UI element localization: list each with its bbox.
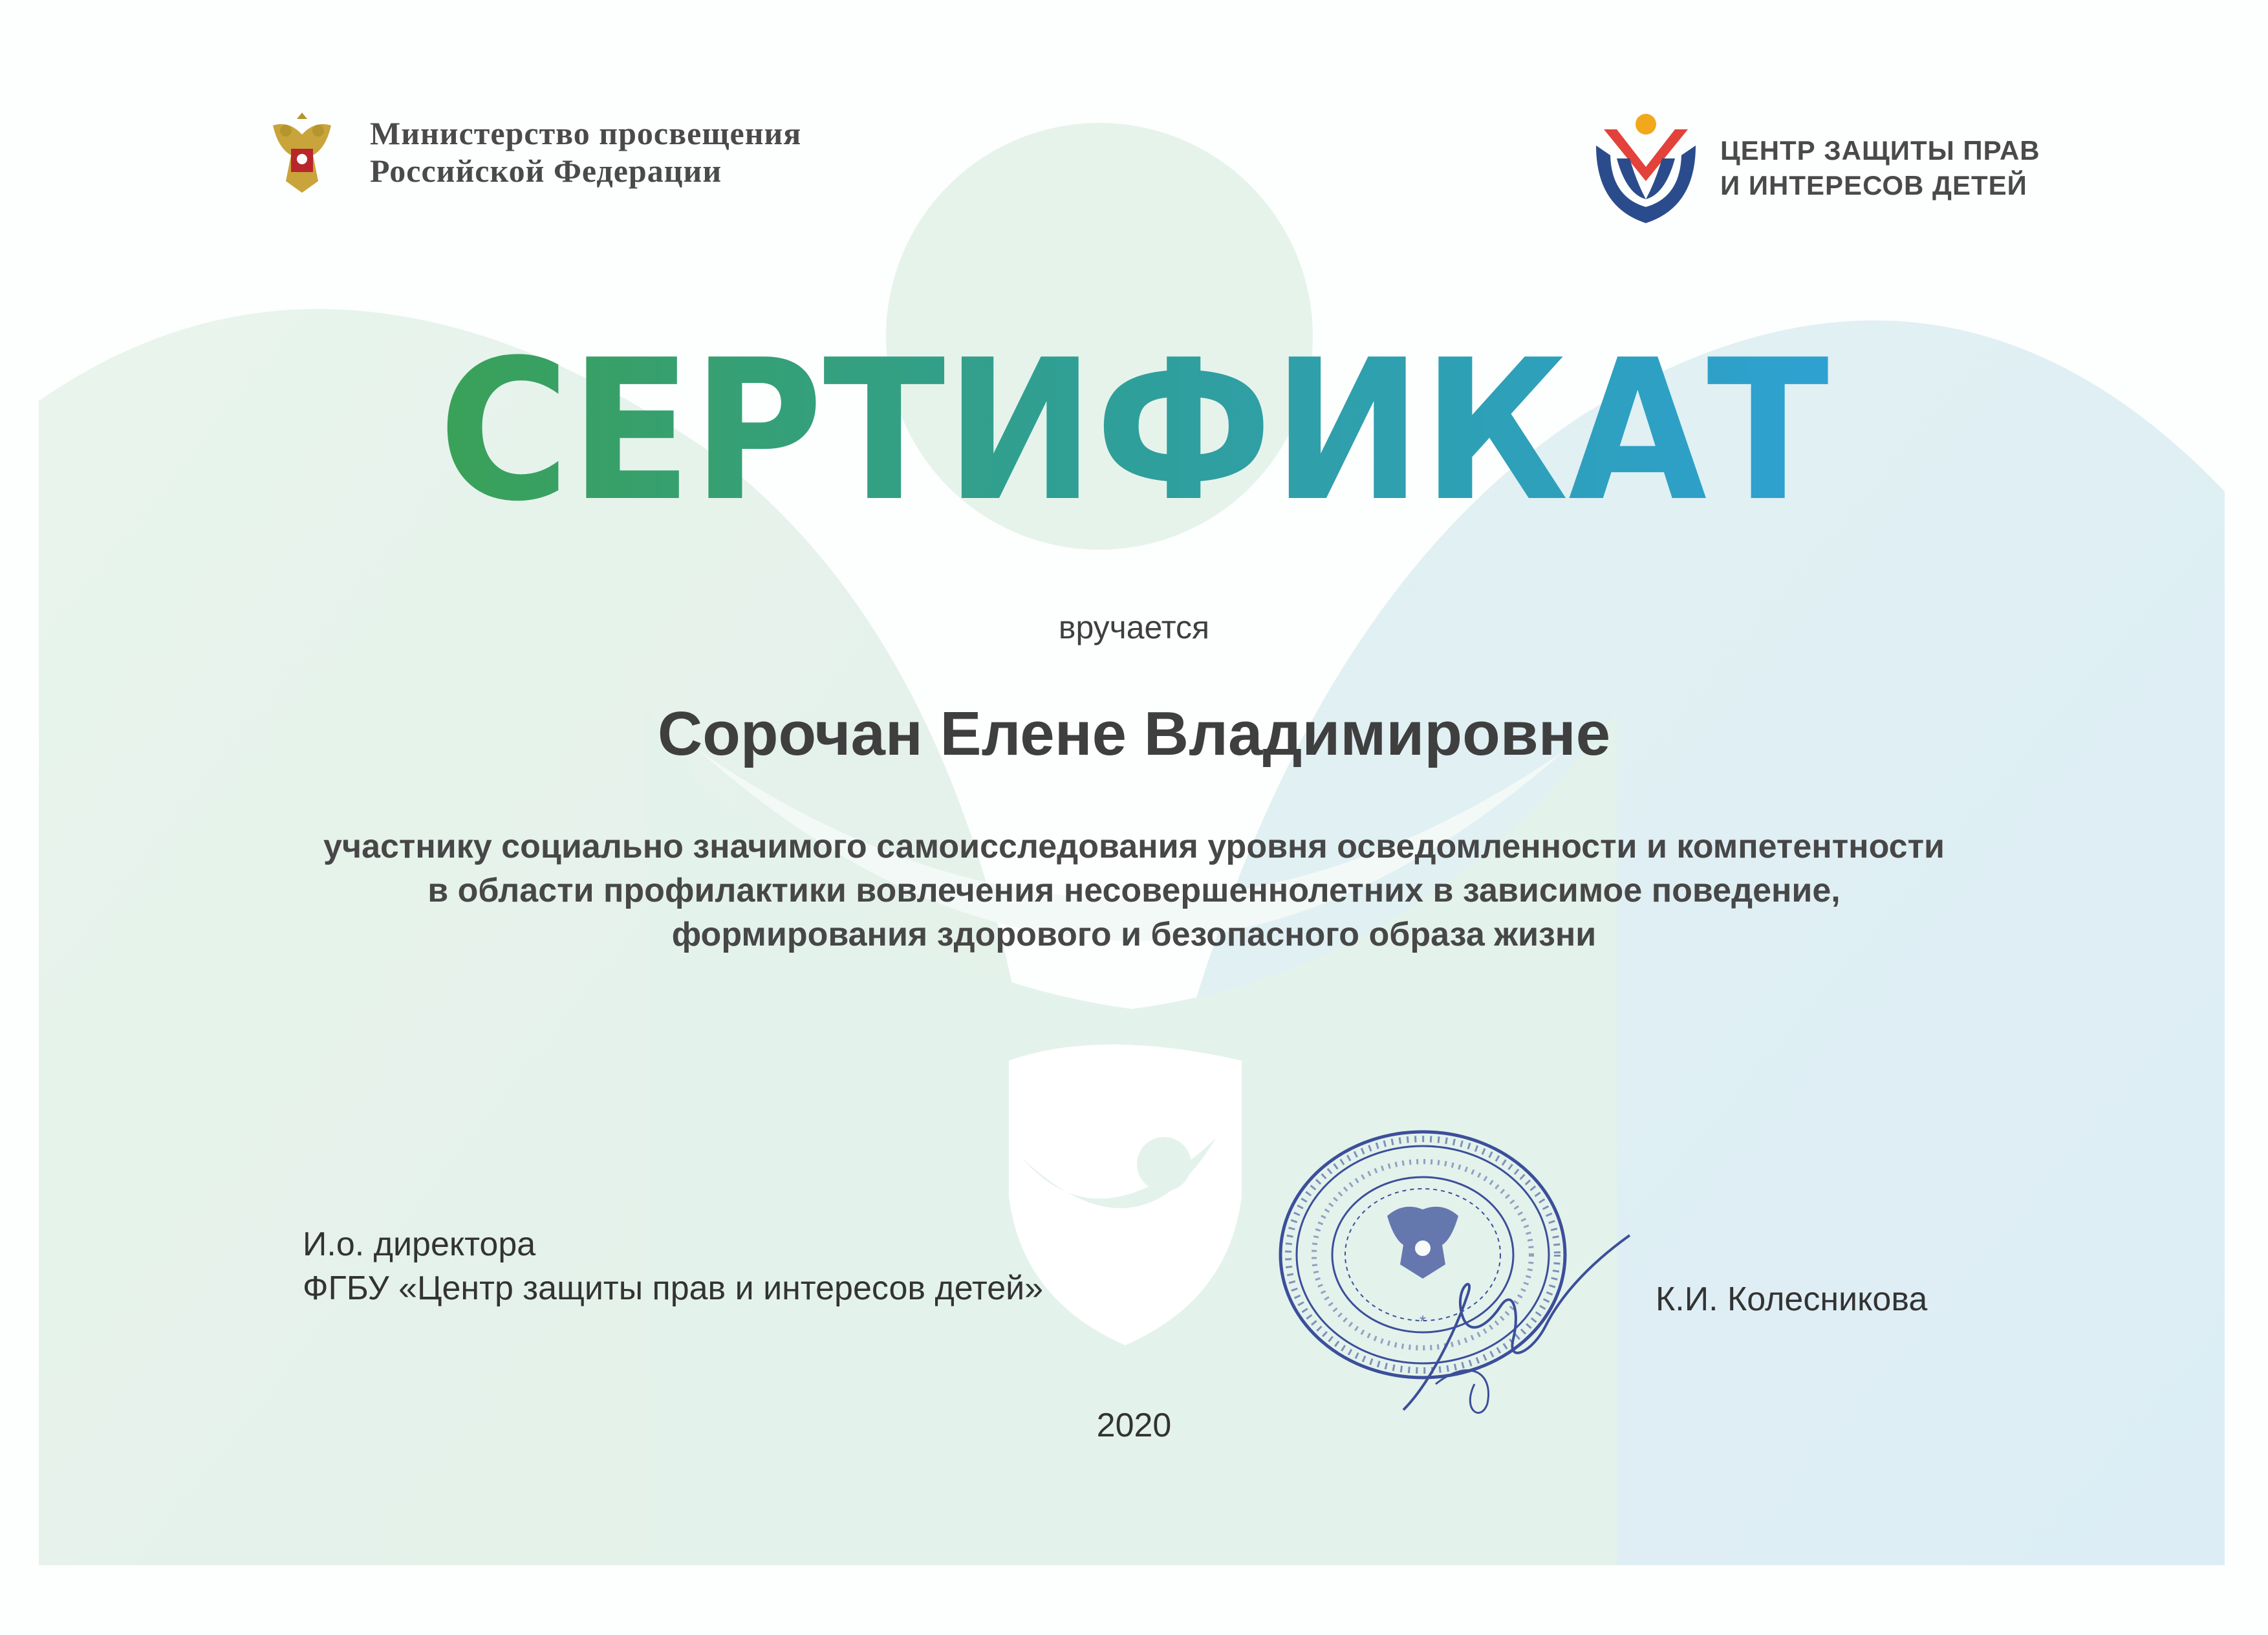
ministry-name — [370, 114, 801, 189]
ministry-header — [254, 103, 801, 200]
achievement-description — [194, 825, 2074, 957]
center-name — [1720, 133, 2040, 203]
svg-text:*: * — [1419, 1312, 1427, 1331]
recipient-name: Сорочан Елене Владимировне — [657, 699, 1611, 768]
center-name-line2: И ИНТЕРЕСОВ ДЕТЕЙ — [1720, 170, 2027, 200]
ministry-name-line1: Министерство просвещения — [370, 115, 802, 151]
description-line: формирования здорового и безопасного образа жизни — [671, 916, 1597, 953]
certificate-year: 2020 — [1096, 1407, 1172, 1444]
description-line: в области профилактики вовлечения несовершеннолетних в зависимое поведение, — [427, 872, 1841, 909]
handwritten-signature-icon — [1390, 1216, 1636, 1429]
description-line: участнику социально значимого самоисследования уровня осведомленности и компетентности — [323, 828, 1945, 865]
hands-heart-logo-icon — [1591, 110, 1701, 226]
signer-position-line1: И.о. директора — [303, 1226, 536, 1263]
title-text: СЕРТИФИКАТ — [438, 318, 1830, 537]
center-name-line1: ЦЕНТР ЗАЩИТЫ ПРАВ — [1720, 135, 2040, 166]
certificate-title — [0, 304, 2268, 537]
ministry-name-line2: Российской Федерации — [370, 153, 722, 189]
presented-to-label: вручается — [1058, 609, 1210, 645]
signer-position — [303, 1222, 1043, 1310]
center-header — [1591, 110, 2040, 226]
signer-position-line2: ФГБУ «Центр защиты прав и интересов детей» — [303, 1270, 1044, 1307]
signer-name: К.И. Колесникова — [1656, 1281, 1928, 1318]
coat-of-arms-icon — [254, 103, 351, 200]
